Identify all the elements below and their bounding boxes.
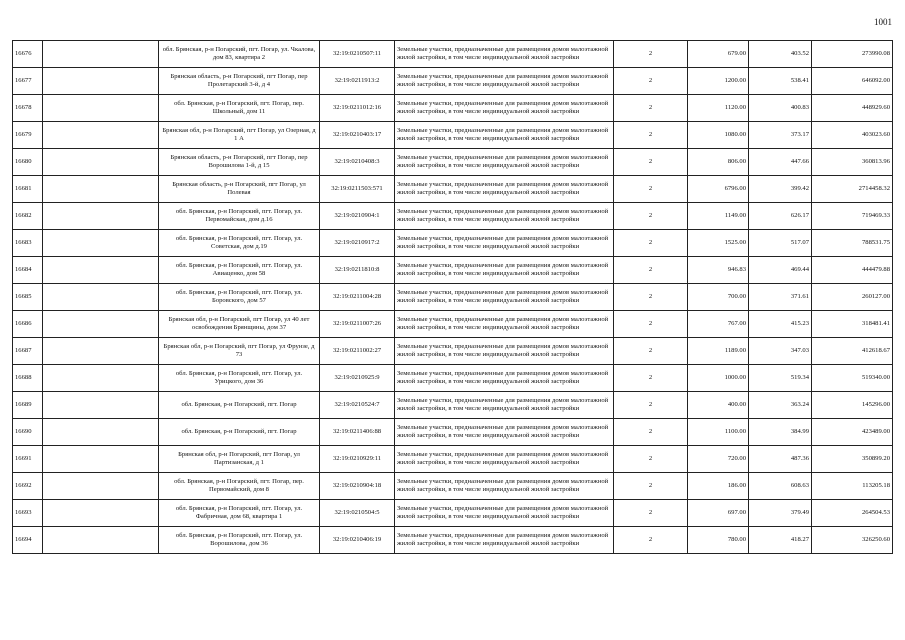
category-cell: 2 — [614, 500, 688, 527]
empty-cell — [43, 284, 159, 311]
empty-cell — [43, 41, 159, 68]
cadastral-number-cell: 32:19:0211002:27 — [320, 338, 395, 365]
table-row — [13, 41, 893, 68]
empty-cell — [43, 338, 159, 365]
table-row — [13, 419, 893, 446]
unit-price-cell: 399.42 — [749, 176, 812, 203]
cadastral-value-cell: 2714458.32 — [812, 176, 893, 203]
table-row — [13, 257, 893, 284]
table-row — [13, 500, 893, 527]
address-cell: обл. Брянская, р-н Погарский, пгт. Погар, ул. Советская, дом д.19 — [159, 230, 320, 257]
empty-cell — [43, 392, 159, 419]
address-cell: обл. Брянская, р-н Погарский, пгт. Погар, ул. Авиаценко, дом 58 — [159, 257, 320, 284]
cadastral-value-cell: 412618.67 — [812, 338, 893, 365]
cadastral-number-cell: 32:19:0211012:16 — [320, 95, 395, 122]
category-cell: 2 — [614, 392, 688, 419]
empty-cell — [43, 230, 159, 257]
table-row — [13, 527, 893, 554]
area-cell: 1000.00 — [688, 365, 749, 392]
land-use-cell: Земельные участки, предназначенные для размещения домов малоэтажной жилой застройки, в том числе индивидуальной жилой застройки — [395, 122, 614, 149]
cadastral-value-cell: 326250.60 — [812, 527, 893, 554]
cadastral-number-cell: 32:19:0210524:7 — [320, 392, 395, 419]
record-id-cell: 16691 — [13, 446, 43, 473]
category-cell: 2 — [614, 230, 688, 257]
area-cell: 720.00 — [688, 446, 749, 473]
category-cell: 2 — [614, 311, 688, 338]
category-cell: 2 — [614, 203, 688, 230]
cadastral-number-cell: 32:19:0210403:17 — [320, 122, 395, 149]
unit-price-cell: 371.61 — [749, 284, 812, 311]
address-cell: обл. Брянская, р-н Погарский, пгт. Погар, ул. Фабричная, дом 68, квартира 1 — [159, 500, 320, 527]
cadastral-value-cell: 264504.53 — [812, 500, 893, 527]
address-cell: Брянская область, р-н Погарский, пгт Погар, ул Полевая — [159, 176, 320, 203]
cadastral-value-cell: 423489.00 — [812, 419, 893, 446]
record-id-cell: 16686 — [13, 311, 43, 338]
table-row — [13, 230, 893, 257]
record-id-cell: 16687 — [13, 338, 43, 365]
category-cell: 2 — [614, 41, 688, 68]
address-cell: Брянская обл, р-н Погарский, пгт Погар, ул Фрунзе, д 73 — [159, 338, 320, 365]
cadastral-number-cell: 32:19:0211007:26 — [320, 311, 395, 338]
unit-price-cell: 519.34 — [749, 365, 812, 392]
record-id-cell: 16694 — [13, 527, 43, 554]
record-id-cell: 16680 — [13, 149, 43, 176]
address-cell: обл. Брянская, р-н Погарский, пгт. Погар, ул. Боровского, дом 57 — [159, 284, 320, 311]
table-row — [13, 392, 893, 419]
record-id-cell: 16688 — [13, 365, 43, 392]
area-cell: 946.83 — [688, 257, 749, 284]
unit-price-cell: 384.99 — [749, 419, 812, 446]
category-cell: 2 — [614, 176, 688, 203]
unit-price-cell: 403.52 — [749, 41, 812, 68]
land-use-cell: Земельные участки, предназначенные для размещения домов малоэтажной жилой застройки, в том числе индивидуальной жилой застройки — [395, 446, 614, 473]
empty-cell — [43, 527, 159, 554]
table-row — [13, 311, 893, 338]
address-cell: обл. Брянская, р-н Погарский, пгт. Погар, ул. Первомайская, дом д.16 — [159, 203, 320, 230]
unit-price-cell: 347.03 — [749, 338, 812, 365]
address-cell: Брянская обл, р-н Погарский, пгт Погар, ул 40 лет освобождения Брянщины, дом 37 — [159, 311, 320, 338]
address-cell: Брянская обл, р-н Погарский, пгт Погар, ул Партизанская, д 1 — [159, 446, 320, 473]
record-id-cell: 16679 — [13, 122, 43, 149]
cadastral-value-cell: 318481.41 — [812, 311, 893, 338]
record-id-cell: 16685 — [13, 284, 43, 311]
address-cell: обл. Брянская, р-н Погарский, пгт. Погар, пер. Первомайский, дом 8 — [159, 473, 320, 500]
cadastral-value-cell: 360813.96 — [812, 149, 893, 176]
address-cell: Брянская область, р-н Погарский, пгт Погар, пер Ворошилова 1-й, д 15 — [159, 149, 320, 176]
record-id-cell: 16676 — [13, 41, 43, 68]
empty-cell — [43, 122, 159, 149]
land-use-cell: Земельные участки, предназначенные для размещения домов малоэтажной жилой застройки, в том числе индивидуальной жилой застройки — [395, 284, 614, 311]
address-cell: обл. Брянская, р-н Погарский, пгт. Погар — [159, 392, 320, 419]
land-use-cell: Земельные участки, предназначенные для размещения домов малоэтажной жилой застройки, в том числе индивидуальной жилой застройки — [395, 419, 614, 446]
area-cell: 1120.00 — [688, 95, 749, 122]
land-use-cell: Земельные участки, предназначенные для размещения домов малоэтажной жилой застройки, в том числе индивидуальной жилой застройки — [395, 176, 614, 203]
unit-price-cell: 363.24 — [749, 392, 812, 419]
unit-price-cell: 373.17 — [749, 122, 812, 149]
empty-cell — [43, 365, 159, 392]
area-cell: 780.00 — [688, 527, 749, 554]
area-cell: 1525.00 — [688, 230, 749, 257]
table-row — [13, 122, 893, 149]
land-registry-table — [12, 40, 893, 554]
land-use-cell: Земельные участки, предназначенные для размещения домов малоэтажной жилой застройки, в том числе индивидуальной жилой застройки — [395, 527, 614, 554]
area-cell: 679.00 — [688, 41, 749, 68]
table-row — [13, 95, 893, 122]
unit-price-cell: 400.83 — [749, 95, 812, 122]
table-row — [13, 284, 893, 311]
unit-price-cell: 626.17 — [749, 203, 812, 230]
empty-cell — [43, 446, 159, 473]
unit-price-cell: 415.23 — [749, 311, 812, 338]
record-id-cell: 16678 — [13, 95, 43, 122]
address-cell: обл. Брянская, р-н Погарский, пгт. Погар — [159, 419, 320, 446]
land-use-cell: Земельные участки, предназначенные для размещения домов малоэтажной жилой застройки, в том числе индивидуальной жилой застройки — [395, 68, 614, 95]
land-use-cell: Земельные участки, предназначенные для размещения домов малоэтажной жилой застройки, в том числе индивидуальной жилой застройки — [395, 230, 614, 257]
empty-cell — [43, 149, 159, 176]
cadastral-value-cell: 273990.08 — [812, 41, 893, 68]
area-cell: 806.00 — [688, 149, 749, 176]
unit-price-cell: 469.44 — [749, 257, 812, 284]
cadastral-value-cell: 260127.00 — [812, 284, 893, 311]
unit-price-cell: 487.36 — [749, 446, 812, 473]
table-row — [13, 365, 893, 392]
area-cell: 1189.00 — [688, 338, 749, 365]
table-row — [13, 68, 893, 95]
page-number: 1001 — [874, 17, 892, 27]
unit-price-cell: 418.27 — [749, 527, 812, 554]
empty-cell — [43, 257, 159, 284]
record-id-cell: 16692 — [13, 473, 43, 500]
address-cell: Брянская обл, р-н Погарский, пгт Погар, ул Озерная, д 1 А — [159, 122, 320, 149]
cadastral-number-cell: 32:19:0211810:8 — [320, 257, 395, 284]
category-cell: 2 — [614, 68, 688, 95]
land-use-cell: Земельные участки, предназначенные для размещения домов малоэтажной жилой застройки, в том числе индивидуальной жилой застройки — [395, 365, 614, 392]
record-id-cell: 16677 — [13, 68, 43, 95]
address-cell: обл. Брянская, р-н Погарский, пгт. Погар, ул. Чкалова, дом 83, квартира 2 — [159, 41, 320, 68]
cadastral-number-cell: 32:19:0210925:9 — [320, 365, 395, 392]
category-cell: 2 — [614, 122, 688, 149]
cadastral-value-cell: 788531.75 — [812, 230, 893, 257]
cadastral-number-cell: 32:19:0210917:2 — [320, 230, 395, 257]
unit-price-cell: 538.41 — [749, 68, 812, 95]
address-cell: обл. Брянская, р-н Погарский, пгт. Погар, ул. Ворошилова, дом 36 — [159, 527, 320, 554]
area-cell: 1100.00 — [688, 419, 749, 446]
empty-cell — [43, 176, 159, 203]
cadastral-number-cell: 32:19:0210507:11 — [320, 41, 395, 68]
empty-cell — [43, 473, 159, 500]
area-cell: 186.00 — [688, 473, 749, 500]
category-cell: 2 — [614, 419, 688, 446]
cadastral-number-cell: 32:19:0211004:28 — [320, 284, 395, 311]
table-row — [13, 338, 893, 365]
category-cell: 2 — [614, 446, 688, 473]
area-cell: 400.00 — [688, 392, 749, 419]
cadastral-number-cell: 32:19:0210929:11 — [320, 446, 395, 473]
empty-cell — [43, 68, 159, 95]
cadastral-number-cell: 32:19:0210904:18 — [320, 473, 395, 500]
land-use-cell: Земельные участки, предназначенные для размещения домов малоэтажной жилой застройки, в том числе индивидуальной жилой застройки — [395, 149, 614, 176]
cadastral-number-cell: 32:19:0211913:2 — [320, 68, 395, 95]
unit-price-cell: 608.63 — [749, 473, 812, 500]
registry-body — [13, 41, 893, 554]
area-cell: 1149.00 — [688, 203, 749, 230]
empty-cell — [43, 95, 159, 122]
cadastral-value-cell: 719469.33 — [812, 203, 893, 230]
unit-price-cell: 517.07 — [749, 230, 812, 257]
cadastral-value-cell: 444479.88 — [812, 257, 893, 284]
table-row — [13, 176, 893, 203]
empty-cell — [43, 311, 159, 338]
table-row — [13, 203, 893, 230]
category-cell: 2 — [614, 473, 688, 500]
cadastral-value-cell: 145296.00 — [812, 392, 893, 419]
area-cell: 1080.00 — [688, 122, 749, 149]
cadastral-number-cell: 32:19:0211503:571 — [320, 176, 395, 203]
cadastral-number-cell: 32:19:0210406:19 — [320, 527, 395, 554]
cadastral-number-cell: 32:19:0210504:5 — [320, 500, 395, 527]
category-cell: 2 — [614, 95, 688, 122]
land-use-cell: Земельные участки, предназначенные для размещения домов малоэтажной жилой застройки, в том числе индивидуальной жилой застройки — [395, 392, 614, 419]
record-id-cell: 16682 — [13, 203, 43, 230]
category-cell: 2 — [614, 338, 688, 365]
record-id-cell: 16690 — [13, 419, 43, 446]
cadastral-value-cell: 646092.00 — [812, 68, 893, 95]
cadastral-value-cell: 350899.20 — [812, 446, 893, 473]
record-id-cell: 16693 — [13, 500, 43, 527]
empty-cell — [43, 419, 159, 446]
category-cell: 2 — [614, 527, 688, 554]
cadastral-number-cell: 32:19:0210408:3 — [320, 149, 395, 176]
address-cell: Брянская область, р-н Погарский, пгт Погар, пер Пролетарский 3-й, д 4 — [159, 68, 320, 95]
land-use-cell: Земельные участки, предназначенные для размещения домов малоэтажной жилой застройки, в том числе индивидуальной жилой застройки — [395, 473, 614, 500]
land-use-cell: Земельные участки, предназначенные для размещения домов малоэтажной жилой застройки, в том числе индивидуальной жилой застройки — [395, 500, 614, 527]
record-id-cell: 16681 — [13, 176, 43, 203]
cadastral-number-cell: 32:19:0210904:1 — [320, 203, 395, 230]
record-id-cell: 16684 — [13, 257, 43, 284]
empty-cell — [43, 500, 159, 527]
category-cell: 2 — [614, 365, 688, 392]
table-row — [13, 149, 893, 176]
cadastral-value-cell: 448929.60 — [812, 95, 893, 122]
unit-price-cell: 447.66 — [749, 149, 812, 176]
category-cell: 2 — [614, 257, 688, 284]
record-id-cell: 16683 — [13, 230, 43, 257]
category-cell: 2 — [614, 149, 688, 176]
land-use-cell: Земельные участки, предназначенные для размещения домов малоэтажной жилой застройки, в том числе индивидуальной жилой застройки — [395, 95, 614, 122]
table-row — [13, 473, 893, 500]
record-id-cell: 16689 — [13, 392, 43, 419]
table-row — [13, 446, 893, 473]
area-cell: 6796.00 — [688, 176, 749, 203]
address-cell: обл. Брянская, р-н Погарский, пгт. Погар, пер. Школьный, дом 11 — [159, 95, 320, 122]
land-use-cell: Земельные участки, предназначенные для размещения домов малоэтажной жилой застройки, в том числе индивидуальной жилой застройки — [395, 203, 614, 230]
cadastral-value-cell: 403023.60 — [812, 122, 893, 149]
area-cell: 697.00 — [688, 500, 749, 527]
land-use-cell: Земельные участки, предназначенные для размещения домов малоэтажной жилой застройки, в том числе индивидуальной жилой застройки — [395, 41, 614, 68]
land-use-cell: Земельные участки, предназначенные для размещения домов малоэтажной жилой застройки, в том числе индивидуальной жилой застройки — [395, 257, 614, 284]
area-cell: 767.00 — [688, 311, 749, 338]
cadastral-value-cell: 113205.18 — [812, 473, 893, 500]
unit-price-cell: 379.49 — [749, 500, 812, 527]
category-cell: 2 — [614, 284, 688, 311]
land-use-cell: Земельные участки, предназначенные для размещения домов малоэтажной жилой застройки, в том числе индивидуальной жилой застройки — [395, 338, 614, 365]
cadastral-value-cell: 519340.00 — [812, 365, 893, 392]
land-use-cell: Земельные участки, предназначенные для размещения домов малоэтажной жилой застройки, в том числе индивидуальной жилой застройки — [395, 311, 614, 338]
address-cell: обл. Брянская, р-н Погарский, пгт. Погар, ул. Урицкого, дом 36 — [159, 365, 320, 392]
area-cell: 700.00 — [688, 284, 749, 311]
area-cell: 1200.00 — [688, 68, 749, 95]
empty-cell — [43, 203, 159, 230]
cadastral-number-cell: 32:19:0211406:88 — [320, 419, 395, 446]
